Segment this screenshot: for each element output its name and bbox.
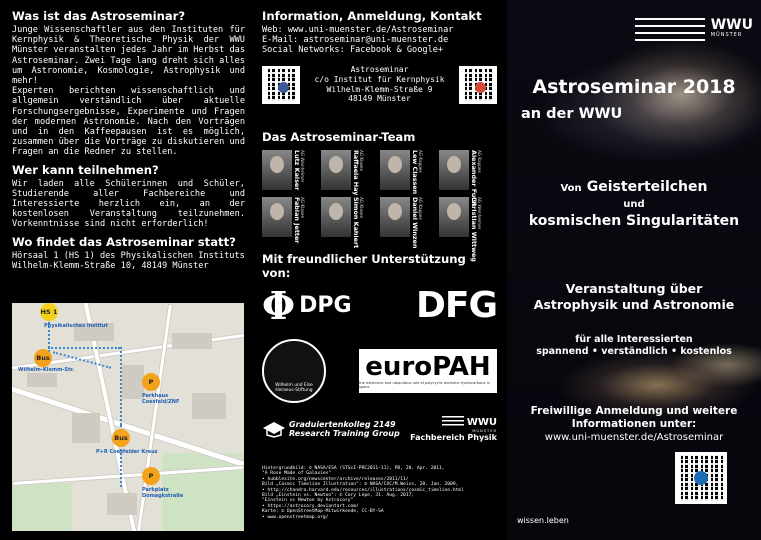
footer-slogan: wissen.leben <box>517 516 569 525</box>
member-name: Lutz Kaiser <box>293 149 301 190</box>
team-member <box>321 196 380 248</box>
team-member <box>321 149 380 196</box>
member-name: Raffaela Hay <box>352 149 360 196</box>
image-credits: Hintergrundbild: © NASA/ESA (STScI-PRC2011-11), PD, 20. Apr. 2011, "A Rose Made of Galaxies" • hubblesite.org/newscenter/archive/releases/2011/11/ Bild „Cosmic Timeline Illustration": © NASA/CXC/M.Weiss, 28. Jan. 2009, • http://chandra.harvard.edu/resources/illustrations/cosmic_timeline.html Bild „Einstein vs. Newton": © Cory Lepe, 31. Aug. 2017, "Einstein vs Newton by Astrocory" • https://astrocory.deviantart.com/ Karte: © OpenStreetMap-Mitwirkende, CC-BY-SA • www.openstreetmap.org/ <box>262 466 464 520</box>
wwu-stripes-icon <box>635 14 705 42</box>
registration-url[interactable]: www.uni-muenster.de/Astroseminar <box>544 432 724 443</box>
bus-stop-marker <box>34 349 52 367</box>
member-name: Daniel Winzen <box>411 196 419 249</box>
registration-line-1: Freiwillige Anmeldung und weitere <box>530 405 738 417</box>
team-member <box>439 196 498 262</box>
fachbereich-logo[interactable] <box>410 415 497 442</box>
institute-label: Physikalisches Institut <box>44 323 108 329</box>
panel-contact <box>253 0 507 540</box>
member-photo <box>380 150 410 190</box>
graduiertenkolleg-logo[interactable] <box>262 420 400 438</box>
team-member <box>262 196 321 244</box>
europah-label: euroPAH <box>365 351 491 382</box>
sponsor-row-1 <box>262 282 497 328</box>
member-name: Fabian Jetter <box>293 196 301 244</box>
member-photo <box>439 150 469 190</box>
dfg-logo[interactable]: DFG <box>415 284 497 326</box>
wwu-small-label: WWU <box>466 416 497 428</box>
member-role: AG Klasen <box>359 196 364 218</box>
contact-web[interactable]: Web: www.uni-muenster.de/Astroseminar <box>262 25 454 35</box>
graduiert-line-2: Research Training Group <box>289 428 400 438</box>
heraeus-seal-logo[interactable] <box>262 339 326 403</box>
section-where-title: Wo findet das Astroseminar statt? <box>12 234 236 249</box>
contact-social: Social Networks: Facebook & Google+ <box>262 45 444 56</box>
team-member <box>380 150 439 193</box>
member-photo <box>380 197 410 237</box>
wwu-label: WWU <box>710 17 753 33</box>
cover-topic-1 <box>507 176 761 195</box>
contact-row <box>262 62 497 108</box>
section-where <box>12 235 245 271</box>
dpg-label: DPG <box>299 293 352 319</box>
dpg-logo[interactable] <box>262 282 352 328</box>
von-label: Von <box>560 183 582 194</box>
section-who-title: Wer kann teilnehmen? <box>12 162 159 177</box>
support-title: Mit freundlicher Unterstützung von: <box>262 251 466 280</box>
facebook-qr-code[interactable] <box>262 66 300 104</box>
for-line-2: spannend • verständlich • kostenlos <box>536 346 732 357</box>
member-role: AG Klasen <box>359 149 364 171</box>
topic-1-label: Geisterteilchen <box>586 179 708 195</box>
bus-stop-caption-2: P+R Coesfelder Kreuz <box>96 449 158 455</box>
parking-label: P <box>148 378 154 386</box>
europah-subtitle: the extensive and ubiquitous role of polycyclic aromatic hydrocarbons in space <box>359 380 490 389</box>
parking-marker <box>142 373 160 391</box>
lecture-hall-marker <box>40 303 58 321</box>
event-line-1: Veranstaltung über <box>565 281 703 296</box>
fachbereich-label: Fachbereich Physik <box>410 433 497 443</box>
registration-qr-code[interactable] <box>675 452 727 504</box>
parking-label-2: P <box>148 472 154 480</box>
cover-subtitle: an der WWU <box>521 106 623 122</box>
wwu-small-sub: MÜNSTER <box>472 429 497 434</box>
topic-2-label: kosmischen Singularitäten <box>528 213 740 229</box>
for-line-1: für alle Interessierten <box>575 334 693 345</box>
member-name: Simon Kahlert <box>352 196 360 248</box>
sponsor-row-3 <box>262 414 497 444</box>
section-what-title: Was ist das Astroseminar? <box>12 9 186 23</box>
wwu-stripes-icon <box>442 415 464 429</box>
section-where-text: Hörsaal 1 (HS 1) des Physikalischen Instituts Wilhelm-Klemm-Straße 10, 48149 Münster <box>12 250 245 271</box>
section-what-text: Junge Wissenschaftler aus den Instituten für Kernphysik & Theoretische Physik der WWU Münster veranstalten jedes Jahr im Herbst das Astroseminar. Zwei Tage lang dreht sich alles um Astronomie, Kosmologie, Astrophysik und mehr! Experten berichten wissenschaftlich und allgemein verständlich über aktuelle Forschungsergebnisse, Experimente und Fragen der modernen Astronomie. Nach den Vorträgen und in den Kaffeepausen ist es möglich, zusammen über die Vorträge zu diskutieren und Fragen an die Redner zu stellen. <box>12 25 245 158</box>
bus-stop-label: Bus <box>36 354 50 362</box>
member-photo <box>262 150 292 190</box>
parking-caption: Parkhaus Coesfeld/ZNF <box>142 393 180 405</box>
section-what <box>12 9 245 158</box>
graduate-cap-icon <box>262 420 286 438</box>
phi-icon: Φ <box>262 282 296 328</box>
member-role: AG Kappes <box>418 196 423 220</box>
graduiert-line-1: Graduiertenkolleg 2149 <box>289 419 396 429</box>
team-title: Das Astroseminar-Team <box>262 129 416 144</box>
googleplus-qr-code[interactable] <box>459 66 497 104</box>
member-photo <box>321 150 351 190</box>
member-role: AG Kappes <box>418 149 423 173</box>
member-name: Christian Wittweg <box>470 196 478 262</box>
sponsor-row-2 <box>262 338 497 404</box>
member-photo <box>321 197 351 237</box>
contact-title: Information, Anmeldung, Kontakt <box>262 9 482 23</box>
member-role: AG Klasen <box>300 196 305 218</box>
bus-stop-marker-2 <box>112 429 130 447</box>
europah-logo[interactable] <box>359 349 497 393</box>
team-member <box>439 149 498 206</box>
member-photo <box>439 197 469 237</box>
member-name: Alexander Fulst <box>470 149 478 206</box>
cover-title: Astroseminar 2018 <box>532 76 736 98</box>
address-line: Astroseminar <box>350 65 409 75</box>
registration-line-2: Informationen unter: <box>571 418 697 430</box>
address-line: Wilhelm-Klemm-Straße 9 <box>326 84 433 94</box>
member-role: AG Weinheimer <box>477 196 482 230</box>
parking-caption-2: Parkplatz Domagkstraße <box>142 487 184 499</box>
member-photo <box>262 197 292 237</box>
und-label: und <box>623 199 645 210</box>
event-line-2: Astrophysik und Astronomie <box>533 297 735 312</box>
section-who-text: Wir laden alle Schülerinnen und Schüler, Studierende aller Fachbereiche und Interessierte herzlich ein, an der kostenlosen Veranstaltung teilzunehmen. Vorkenntnisse sind nicht erforderlich! <box>12 178 245 230</box>
postal-address <box>314 65 444 103</box>
bus-stop-label-2: Bus <box>114 434 128 442</box>
qr-phi-icon <box>694 471 708 485</box>
lecture-hall-label: HS 1 <box>40 308 58 316</box>
team-grid <box>262 149 497 262</box>
location-map <box>12 303 244 531</box>
parking-marker-2 <box>142 467 160 485</box>
member-name: Lew Classen <box>411 149 419 194</box>
contact-email[interactable]: E-Mail: astroseminar@uni-muenster.de <box>262 35 449 46</box>
section-who <box>12 163 245 230</box>
address-line: 48149 Münster <box>348 94 411 104</box>
team-member <box>262 150 321 193</box>
member-role: AG Weinheimer <box>300 149 305 183</box>
member-role: AG Kappes <box>477 149 482 173</box>
wwu-sub-label: MÜNSTER <box>710 32 743 38</box>
panel-cover <box>507 0 761 540</box>
seal-text: Wilhelm und Else Heraeus-Stiftung <box>275 382 313 393</box>
bus-stop-caption: Wilhelm-Klemm-Str. <box>18 367 75 373</box>
address-line: c/o Institut für Kernphysik <box>314 75 445 85</box>
team-member <box>380 196 439 249</box>
wwu-header-logo <box>517 14 753 42</box>
qr-pattern <box>678 455 724 501</box>
